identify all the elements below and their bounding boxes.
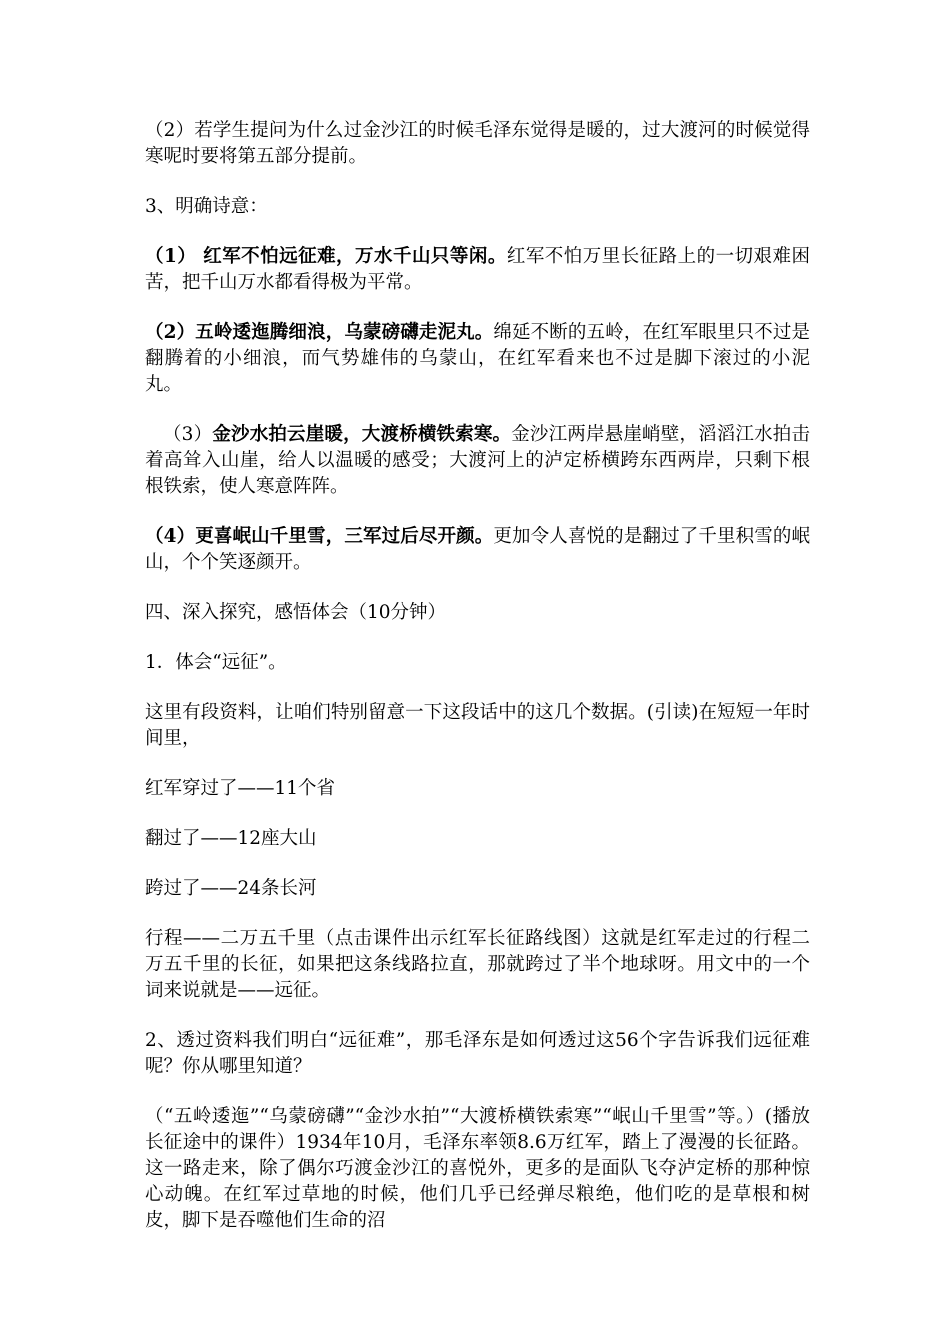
paragraph-text: 跨过了——24条长河 (145, 878, 317, 899)
verse-explanation: 更加令人喜悦的是翻过了千里积雪的岷山，个个笑逐颜开。 (145, 526, 810, 573)
paragraph-verse-2 (145, 320, 810, 398)
heading-text: 四、深入探究，感悟体会（10分钟） (145, 602, 447, 623)
verse-line: （2）五岭逶迤腾细浪，乌蒙磅礴走泥丸。 (145, 322, 494, 343)
verse-number: （3） (163, 424, 213, 445)
section-heading-poem-meaning (145, 194, 810, 220)
section-heading-explore (145, 600, 810, 626)
verse-explanation: 红军不怕万里长征路上的一切艰难困苦，把千山万水都看得极为平常。 (145, 246, 810, 293)
paragraph-verse-1 (145, 244, 810, 296)
paragraph-text: （“五岭逶迤”“乌蒙磅礴”“金沙水拍”“大渡桥横铁索寒”“岷山千里雪”等。）(播放长征途中的课件）1934年10月，毛泽东率领8.6万红军，踏上了漫漫的长征路。这一路走来，除了偶尔巧渡金沙江的喜悦外，更多的是面队飞夺泸定桥的那种惊心动魄。在红军过草地的时候，他们几乎已经弹尽粮绝，他们吃的是草根和树皮，脚下是吞噬他们生命的沼 (145, 1106, 810, 1231)
paragraph-distance (145, 926, 810, 1004)
paragraph-provinces (145, 776, 810, 802)
verse-line: 金沙水拍云崖暖，大渡桥横铁索寒。 (212, 424, 512, 445)
paragraph-text: 行程——二万五千里（点击课件出示红军长征路线图）这就是红军走过的行程二万五千里的长征，如果把这条线路拉直，那就跨过了半个地球呀。用文中的一个词来说就是——远征。 (145, 928, 810, 1001)
verse-line: （1） 红军不怕远征难，万水千山只等闲。 (145, 246, 507, 267)
verse-explanation: 金沙江两岸悬崖峭壁，滔滔江水拍击着高耸入山崖，给人以温暖的感受；大渡河上的泸定桥横跨东西两岸，只剩下根根铁索，使人寒意阵阵。 (145, 424, 810, 497)
verse-line: （4）更喜岷山千里雪，三军过后尽开颜。 (145, 526, 494, 547)
subheading-long-march (145, 650, 810, 676)
paragraph-hardship-question (145, 1028, 810, 1080)
document-page (145, 118, 810, 1234)
paragraph-student-question (145, 118, 810, 170)
paragraph-data-intro (145, 700, 810, 752)
paragraph-text: 翻过了——12座大山 (145, 828, 317, 849)
paragraph-text: 2、透过资料我们明白“远征难”，那毛泽东是如何透过这56个字告诉我们远征难呢？你从哪里知道？ (145, 1030, 810, 1077)
subheading-text: 1．体会“远征”。 (145, 652, 287, 673)
paragraph-text: 这里有段资料，让咱们特别留意一下这段话中的这几个数据。(引读)在短短一年时间里， (145, 702, 810, 749)
heading-text: 3、明确诗意： (145, 196, 268, 217)
paragraph-mountains (145, 826, 810, 852)
paragraph-text: 红军穿过了——11个省 (145, 778, 336, 799)
paragraph-verse-4 (145, 524, 810, 576)
paragraph-text: （2）若学生提问为什么过金沙江的时候毛泽东觉得是暖的，过大渡河的时候觉得寒呢时要将第五部分提前。 (145, 120, 810, 167)
verse-explanation: 绵延不断的五岭，在红军眼里只不过是翻腾着的小细浪，而气势雄伟的乌蒙山，在红军看来也不过是脚下滚过的小泥丸。 (145, 322, 810, 395)
paragraph-rivers (145, 876, 810, 902)
paragraph-verse-3 (145, 422, 810, 500)
paragraph-hardship-detail (145, 1104, 810, 1234)
